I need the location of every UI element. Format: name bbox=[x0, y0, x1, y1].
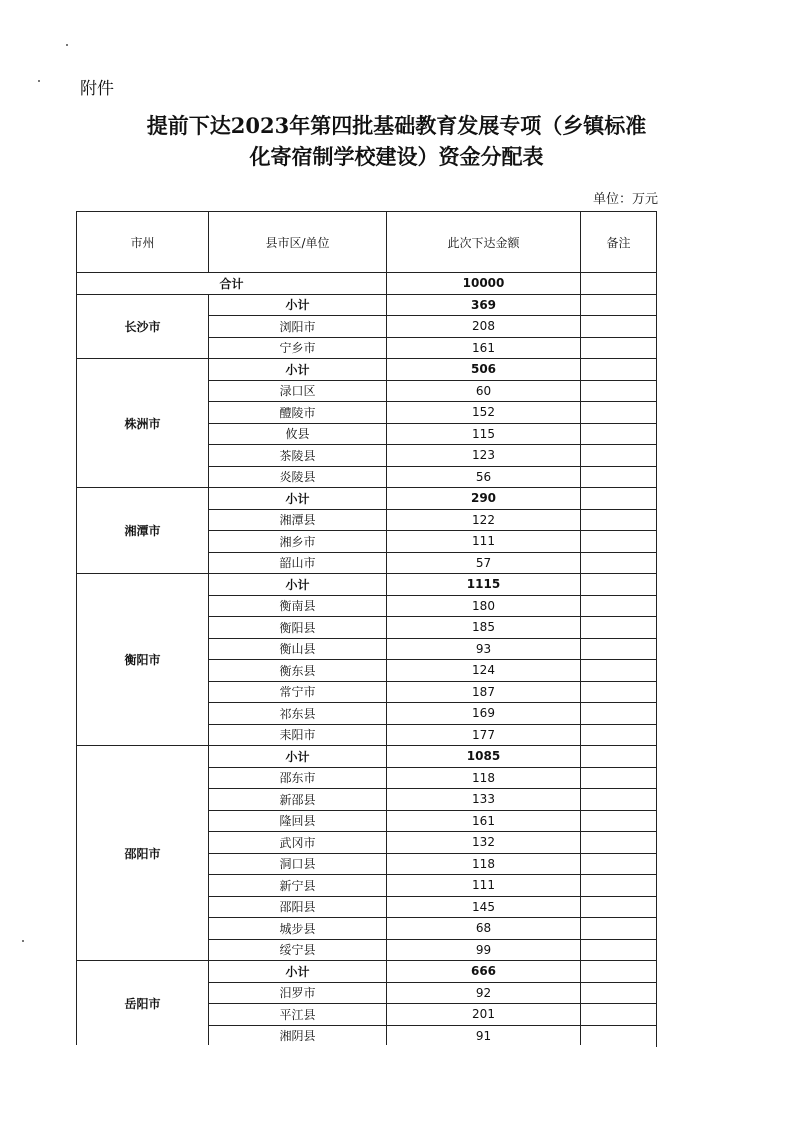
note-cell bbox=[581, 660, 657, 682]
subtotal-amount: 506 bbox=[387, 359, 581, 381]
county-amount: 118 bbox=[387, 767, 581, 789]
subtotal-row bbox=[77, 746, 657, 768]
header-note: 备注 bbox=[581, 212, 657, 273]
note-cell bbox=[581, 875, 657, 897]
note-cell bbox=[581, 531, 657, 553]
subtotal-amount: 369 bbox=[387, 294, 581, 316]
total-amount: 10000 bbox=[387, 273, 581, 295]
note-cell bbox=[581, 961, 657, 983]
county-amount: 152 bbox=[387, 402, 581, 424]
county-amount: 161 bbox=[387, 810, 581, 832]
scan-speck bbox=[38, 80, 40, 82]
note-cell bbox=[581, 789, 657, 811]
county-amount: 115 bbox=[387, 423, 581, 445]
subtotal-amount: 666 bbox=[387, 961, 581, 983]
subtotal-label: 小计 bbox=[209, 961, 387, 983]
note-cell bbox=[581, 939, 657, 961]
county-amount: 132 bbox=[387, 832, 581, 854]
county-name: 常宁市 bbox=[209, 681, 387, 703]
county-name: 浏阳市 bbox=[209, 316, 387, 338]
county-name: 洞口县 bbox=[209, 853, 387, 875]
header-county: 县市区/单位 bbox=[209, 212, 387, 273]
county-amount: 118 bbox=[387, 853, 581, 875]
subtotal-row bbox=[77, 294, 657, 316]
fund-allocation-table bbox=[76, 211, 657, 1047]
subtotal-label: 小计 bbox=[209, 359, 387, 381]
county-name: 耒阳市 bbox=[209, 724, 387, 746]
county-amount: 208 bbox=[387, 316, 581, 338]
note-cell bbox=[581, 1004, 657, 1026]
subtotal-amount: 1085 bbox=[387, 746, 581, 768]
note-cell bbox=[581, 380, 657, 402]
county-name: 新宁县 bbox=[209, 875, 387, 897]
county-amount: 133 bbox=[387, 789, 581, 811]
header-amount: 此次下达金额 bbox=[387, 212, 581, 273]
subtotal-label: 小计 bbox=[209, 746, 387, 768]
unit-label: 单位：万元 bbox=[592, 192, 658, 207]
note-cell bbox=[581, 595, 657, 617]
county-name: 渌口区 bbox=[209, 380, 387, 402]
note-cell bbox=[581, 638, 657, 660]
county-name: 湘阴县 bbox=[209, 1025, 387, 1047]
county-name: 醴陵市 bbox=[209, 402, 387, 424]
note-cell bbox=[581, 337, 657, 359]
note-cell bbox=[581, 574, 657, 596]
county-amount: 187 bbox=[387, 681, 581, 703]
note-cell bbox=[581, 896, 657, 918]
note-cell bbox=[581, 445, 657, 467]
scan-speck bbox=[66, 44, 68, 46]
note-cell bbox=[581, 918, 657, 940]
total-note bbox=[581, 273, 657, 295]
county-amount: 123 bbox=[387, 445, 581, 467]
county-amount: 56 bbox=[387, 466, 581, 488]
county-amount: 111 bbox=[387, 531, 581, 553]
note-cell bbox=[581, 982, 657, 1004]
county-amount: 185 bbox=[387, 617, 581, 639]
county-name: 衡南县 bbox=[209, 595, 387, 617]
county-name: 茶陵县 bbox=[209, 445, 387, 467]
county-amount: 169 bbox=[387, 703, 581, 725]
note-cell bbox=[581, 423, 657, 445]
county-amount: 99 bbox=[387, 939, 581, 961]
header-city: 市州 bbox=[77, 212, 209, 273]
note-cell bbox=[581, 1025, 657, 1047]
county-name: 宁乡市 bbox=[209, 337, 387, 359]
city-name: 株洲市 bbox=[77, 359, 209, 488]
total-label: 合计 bbox=[77, 273, 387, 295]
county-name: 湘潭县 bbox=[209, 509, 387, 531]
note-cell bbox=[581, 703, 657, 725]
county-name: 绥宁县 bbox=[209, 939, 387, 961]
note-cell bbox=[581, 316, 657, 338]
note-cell bbox=[581, 294, 657, 316]
city-name: 长沙市 bbox=[77, 294, 209, 359]
county-amount: 180 bbox=[387, 595, 581, 617]
total-row bbox=[77, 273, 657, 295]
county-name: 邵阳县 bbox=[209, 896, 387, 918]
county-amount: 91 bbox=[387, 1025, 581, 1047]
county-name: 衡山县 bbox=[209, 638, 387, 660]
city-name: 湘潭市 bbox=[77, 488, 209, 574]
document-title-line2: 化寄宿制学校建设）资金分配表 bbox=[249, 144, 544, 169]
note-cell bbox=[581, 359, 657, 381]
county-amount: 92 bbox=[387, 982, 581, 1004]
subtotal-amount: 1115 bbox=[387, 574, 581, 596]
county-amount: 161 bbox=[387, 337, 581, 359]
subtotal-row bbox=[77, 488, 657, 510]
county-name: 新邵县 bbox=[209, 789, 387, 811]
city-name: 衡阳市 bbox=[77, 574, 209, 746]
note-cell bbox=[581, 767, 657, 789]
subtotal-label: 小计 bbox=[209, 294, 387, 316]
note-cell bbox=[581, 746, 657, 768]
county-name: 炎陵县 bbox=[209, 466, 387, 488]
subtotal-amount: 290 bbox=[387, 488, 581, 510]
subtotal-label: 小计 bbox=[209, 488, 387, 510]
county-name: 平江县 bbox=[209, 1004, 387, 1026]
county-name: 韶山市 bbox=[209, 552, 387, 574]
note-cell bbox=[581, 509, 657, 531]
note-cell bbox=[581, 681, 657, 703]
county-amount: 124 bbox=[387, 660, 581, 682]
page-bottom-margin bbox=[76, 1045, 656, 1126]
county-name: 衡东县 bbox=[209, 660, 387, 682]
city-name: 岳阳市 bbox=[77, 961, 209, 1047]
note-cell bbox=[581, 617, 657, 639]
county-amount: 57 bbox=[387, 552, 581, 574]
note-cell bbox=[581, 466, 657, 488]
city-name: 邵阳市 bbox=[77, 746, 209, 961]
scan-speck bbox=[22, 940, 24, 942]
county-name: 武冈市 bbox=[209, 832, 387, 854]
table-header-row bbox=[77, 212, 657, 273]
county-amount: 93 bbox=[387, 638, 581, 660]
county-name: 衡阳县 bbox=[209, 617, 387, 639]
note-cell bbox=[581, 832, 657, 854]
note-cell bbox=[581, 488, 657, 510]
note-cell bbox=[581, 552, 657, 574]
county-name: 祁东县 bbox=[209, 703, 387, 725]
county-amount: 60 bbox=[387, 380, 581, 402]
county-amount: 68 bbox=[387, 918, 581, 940]
county-amount: 145 bbox=[387, 896, 581, 918]
note-cell bbox=[581, 402, 657, 424]
county-name: 隆回县 bbox=[209, 810, 387, 832]
note-cell bbox=[581, 724, 657, 746]
note-cell bbox=[581, 810, 657, 832]
county-amount: 177 bbox=[387, 724, 581, 746]
county-amount: 111 bbox=[387, 875, 581, 897]
subtotal-label: 小计 bbox=[209, 574, 387, 596]
county-name: 湘乡市 bbox=[209, 531, 387, 553]
attachment-label: 附件 bbox=[80, 79, 114, 99]
county-name: 邵东市 bbox=[209, 767, 387, 789]
subtotal-row bbox=[77, 574, 657, 596]
subtotal-row bbox=[77, 359, 657, 381]
county-name: 攸县 bbox=[209, 423, 387, 445]
table-body bbox=[77, 273, 657, 1047]
county-amount: 122 bbox=[387, 509, 581, 531]
note-cell bbox=[581, 853, 657, 875]
subtotal-row bbox=[77, 961, 657, 983]
county-name: 汨罗市 bbox=[209, 982, 387, 1004]
county-amount: 201 bbox=[387, 1004, 581, 1026]
county-name: 城步县 bbox=[209, 918, 387, 940]
document-title-line1: 提前下达2023年第四批基础教育发展专项（乡镇标准 bbox=[146, 113, 647, 138]
